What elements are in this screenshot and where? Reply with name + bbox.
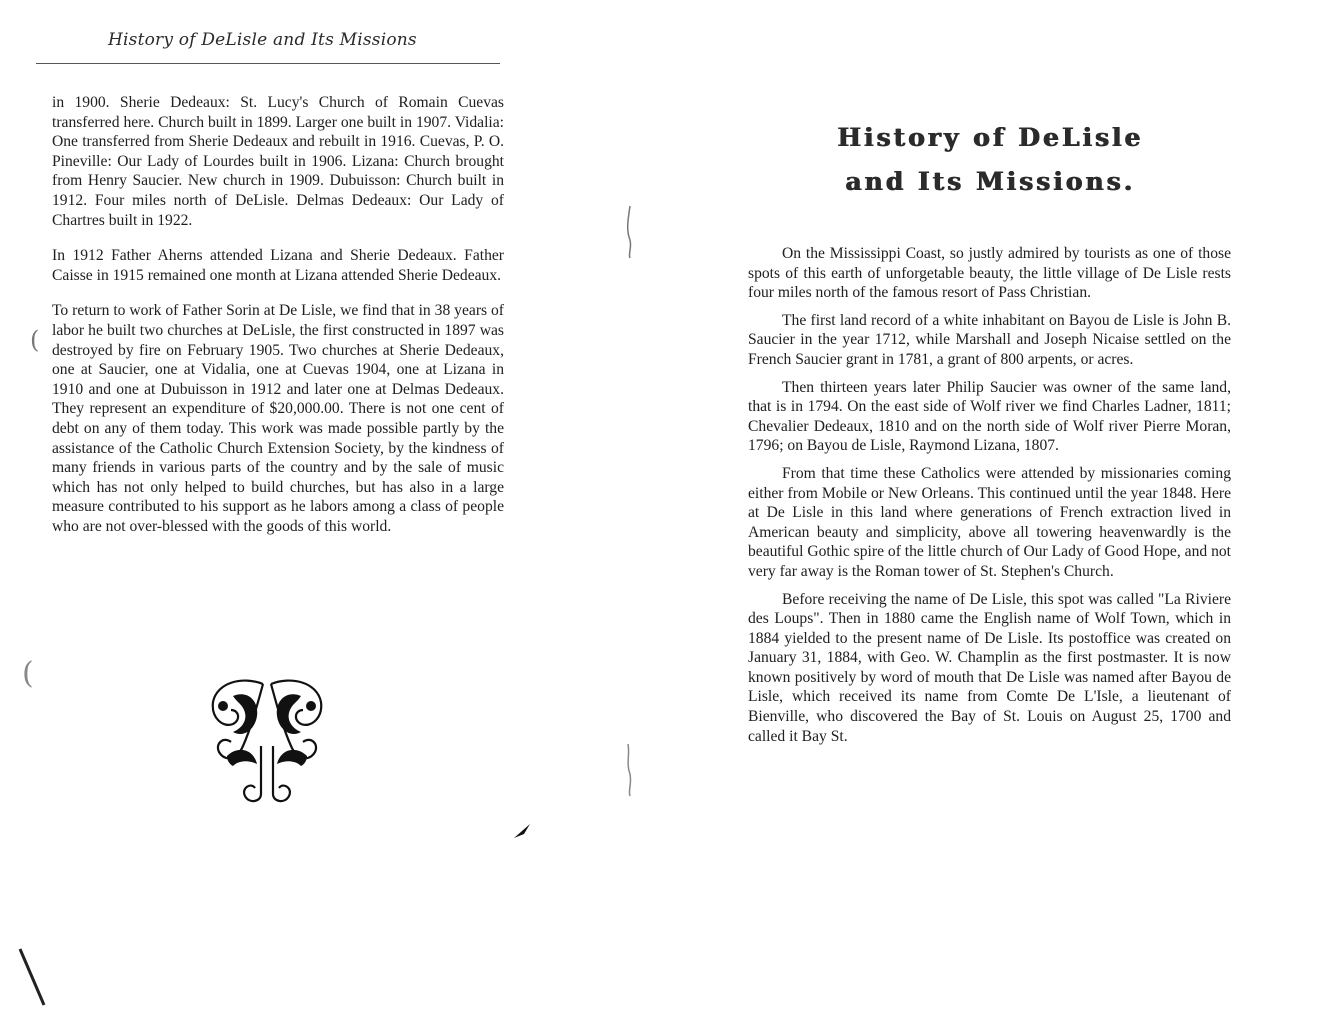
paragraph: On the Mississippi Coast, so justly admired by tourists as one of those spots of this earth of unforgetable beauty, the little village of De Lisle rests four miles north of the famous resort of Pass Christian.	[748, 245, 1231, 302]
left-page-body	[52, 93, 504, 536]
scan-mark: (	[30, 326, 40, 354]
title-line: History of DeLisle	[836, 123, 1144, 152]
scan-mark	[14, 945, 54, 1011]
paragraph: In 1912 Father Aherns attended Lizana and Sherie Dedeaux. Father Caisse in 1915 remained one month at Lizana attended Sherie Dedeaux.	[52, 247, 504, 284]
ink-blot	[510, 818, 534, 842]
title-line: and Its Missions.	[844, 167, 1136, 196]
scan-mark: (	[22, 656, 34, 691]
paragraph: in 1900. Sherie Dedeaux: St. Lucy's Church of Romain Cuevas transferred here. Church built in 1899. Larger one built in 1907. Vidalia: One transferred from Sherie Dedeaux and rebuilt in 1916. Cuevas, P. O. Pineville: Our Lady of Lourdes built in 1906. Lizana: Church brought from Henry Saucier. New church in 1909. Dubuisson: Church built in 1912. Four miles north of DeLisle. Delmas Dedeaux: Our Lady of Chartres built in 1922.	[52, 94, 504, 229]
decorative-ornament-icon	[203, 676, 331, 806]
header-rule	[36, 63, 500, 64]
paragraph: Then thirteen years later Philip Saucier was owner of the same land, that is in 1794. On the east side of Wolf river we find Charles Ladner, 1811; Chevalier Dedeaux, 1810 and on the north side of Wolf river Pierre Moran, 1796; on Bayou de Lisle, Raymond Lizana, 1807.	[748, 378, 1231, 455]
left-page	[0, 0, 620, 1020]
paragraph: Before receiving the name of De Lisle, this spot was called "La Riviere des Loups". Then in 1880 came the English name of Wolf Town, which in 1884 yielded to the present name of De Lisle. Its postoffice was created on January 31, 1884, with Geo. W. Champlin as the first postmaster. It is now known positively by word of mouth that De Lisle was named after Bayou de Lisle, which received its name from Comte De L'Isle, a lieutenant of Bienville, who discovered the Bay of St. Louis on August 25, 1700 and called it Bay St.	[748, 590, 1231, 745]
page-title	[820, 116, 1160, 204]
gutter-mark	[618, 200, 642, 260]
right-page-body	[748, 244, 1231, 746]
paragraph: The first land record of a white inhabitant on Bayou de Lisle is John B. Saucier in the year 1712, while Marshall and Joseph Nicaise settled on the French Saucier grant in 1781, a grant of 800 arpents, or acres.	[748, 311, 1231, 368]
paragraph: From that time these Catholics were attended by missionaries coming either from Mobile or New Orleans. This continued until the year 1848. Here at De Lisle in this land where generations of French extraction lived in American beauty and simplicity, above all towering heavenwardly is the beautiful Gothic spire of the little church of Our Lady of Good Hope, and not very far away is the Roman tower of St. Stephen's Church.	[748, 464, 1231, 580]
paragraph: To return to work of Father Sorin at De Lisle, we find that in 38 years of labor he built two churches at DeLisle, the first constructed in 1897 was destroyed by fire on February 1905. Two churches at Sherie Dedeaux, one at Saucier, one at Vidalia, one at Cuevas 1904, one at Lizana in 1910 and one at Dubuisson in 1912 and later one at Delmas Dedeaux. They represent an expenditure of $20,000.00. There is not one cent of debt on any of them today. This work was made possible partly by the assistance of the Catholic Church Extension Society, by the kindness of many friends in various parts of the country and by the sale of music which has not only helped to build churches, but has also in a large measure contributed to his support as he labors among a class of people who are not over-blessed with the goods of this world.	[52, 302, 504, 535]
gutter-mark	[618, 740, 642, 800]
running-head: History of DeLisle and Its Missions	[108, 30, 417, 50]
